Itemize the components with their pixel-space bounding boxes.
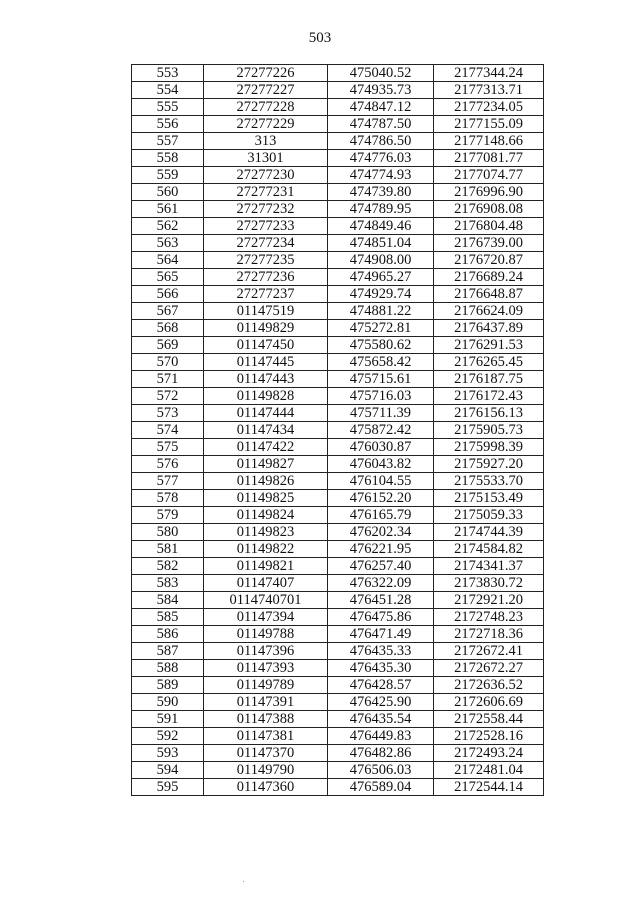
x-coordinate-cell: 476435.54 [328,711,434,728]
point-id-cell: 31301 [204,150,328,167]
point-number-cell: 575 [132,439,204,456]
x-coordinate-cell: 474935.73 [328,82,434,99]
point-id-cell: 01149789 [204,677,328,694]
point-id-cell: 01149829 [204,320,328,337]
x-coordinate-cell: 474776.03 [328,150,434,167]
point-number-cell: 565 [132,269,204,286]
point-number-cell: 563 [132,235,204,252]
table-row [132,592,544,609]
point-number-cell: 595 [132,779,204,796]
table-row [132,609,544,626]
x-coordinate-cell: 474849.46 [328,218,434,235]
x-coordinate-cell: 474786.50 [328,133,434,150]
x-coordinate-cell: 476451.28 [328,592,434,609]
point-id-cell: 01147370 [204,745,328,762]
table-row [132,82,544,99]
table-row [132,201,544,218]
point-id-cell: 01147444 [204,405,328,422]
table-row [132,150,544,167]
point-number-cell: 591 [132,711,204,728]
y-coordinate-cell: 2172606.69 [434,694,544,711]
table-row [132,337,544,354]
point-number-cell: 559 [132,167,204,184]
point-id-cell: 01149827 [204,456,328,473]
point-id-cell: 01147434 [204,422,328,439]
point-id-cell: 01149821 [204,558,328,575]
table-row [132,660,544,677]
x-coordinate-cell: 474908.00 [328,252,434,269]
point-number-cell: 561 [132,201,204,218]
point-number-cell: 588 [132,660,204,677]
y-coordinate-cell: 2177148.66 [434,133,544,150]
table-row [132,252,544,269]
x-coordinate-cell: 476043.82 [328,456,434,473]
y-coordinate-cell: 2172636.52 [434,677,544,694]
point-number-cell: 587 [132,643,204,660]
x-coordinate-cell: 474965.27 [328,269,434,286]
point-id-cell: 27277237 [204,286,328,303]
point-number-cell: 590 [132,694,204,711]
point-id-cell: 01147388 [204,711,328,728]
point-id-cell: 313 [204,133,328,150]
point-id-cell: 27277228 [204,99,328,116]
x-coordinate-cell: 476589.04 [328,779,434,796]
point-id-cell: 27277235 [204,252,328,269]
point-id-cell: 27277232 [204,201,328,218]
y-coordinate-cell: 2174744.39 [434,524,544,541]
y-coordinate-cell: 2177081.77 [434,150,544,167]
table-row [132,235,544,252]
y-coordinate-cell: 2176172.43 [434,388,544,405]
y-coordinate-cell: 2177155.09 [434,116,544,133]
y-coordinate-cell: 2176996.90 [434,184,544,201]
point-number-cell: 557 [132,133,204,150]
x-coordinate-cell: 476435.33 [328,643,434,660]
x-coordinate-cell: 474789.95 [328,201,434,218]
y-coordinate-cell: 2176648.87 [434,286,544,303]
y-coordinate-cell: 2176908.08 [434,201,544,218]
point-number-cell: 562 [132,218,204,235]
point-id-cell: 27277229 [204,116,328,133]
x-coordinate-cell: 476506.03 [328,762,434,779]
point-number-cell: 594 [132,762,204,779]
x-coordinate-cell: 475272.81 [328,320,434,337]
y-coordinate-cell: 2177313.71 [434,82,544,99]
table-row [132,473,544,490]
point-id-cell: 01149790 [204,762,328,779]
x-coordinate-cell: 474787.50 [328,116,434,133]
x-coordinate-cell: 475711.39 [328,405,434,422]
table-row [132,558,544,575]
table-row [132,456,544,473]
point-id-cell: 27277231 [204,184,328,201]
y-coordinate-cell: 2176265.45 [434,354,544,371]
point-id-cell: 01147445 [204,354,328,371]
y-coordinate-cell: 2172528.16 [434,728,544,745]
table-row [132,677,544,694]
point-number-cell: 556 [132,116,204,133]
table-row [132,99,544,116]
point-id-cell: 01147407 [204,575,328,592]
y-coordinate-cell: 2177074.77 [434,167,544,184]
x-coordinate-cell: 476202.34 [328,524,434,541]
x-coordinate-cell: 474929.74 [328,286,434,303]
point-number-cell: 574 [132,422,204,439]
point-number-cell: 558 [132,150,204,167]
table-row [132,422,544,439]
y-coordinate-cell: 2176437.89 [434,320,544,337]
point-number-cell: 582 [132,558,204,575]
point-id-cell: 27277233 [204,218,328,235]
point-number-cell: 589 [132,677,204,694]
y-coordinate-cell: 2172481.04 [434,762,544,779]
point-id-cell: 01147519 [204,303,328,320]
y-coordinate-cell: 2175533.70 [434,473,544,490]
x-coordinate-cell: 476428.57 [328,677,434,694]
coordinates-table [131,64,544,796]
point-number-cell: 593 [132,745,204,762]
point-id-cell: 01147394 [204,609,328,626]
table-row [132,643,544,660]
y-coordinate-cell: 2175905.73 [434,422,544,439]
point-number-cell: 570 [132,354,204,371]
table-row [132,116,544,133]
y-coordinate-cell: 2172748.23 [434,609,544,626]
x-coordinate-cell: 476221.95 [328,541,434,558]
y-coordinate-cell: 2176291.53 [434,337,544,354]
point-id-cell: 01149824 [204,507,328,524]
scan-speck [243,881,244,882]
point-id-cell: 01147381 [204,728,328,745]
point-id-cell: 01147422 [204,439,328,456]
y-coordinate-cell: 2176187.75 [434,371,544,388]
table-row [132,524,544,541]
table-row [132,507,544,524]
point-id-cell: 27277234 [204,235,328,252]
table-row [132,779,544,796]
point-id-cell: 01149825 [204,490,328,507]
table-row [132,762,544,779]
x-coordinate-cell: 476152.20 [328,490,434,507]
point-number-cell: 566 [132,286,204,303]
x-coordinate-cell: 475658.42 [328,354,434,371]
point-id-cell: 01147391 [204,694,328,711]
point-id-cell: 27277230 [204,167,328,184]
point-id-cell: 01147360 [204,779,328,796]
coordinates-table-body [132,65,544,796]
y-coordinate-cell: 2174584.82 [434,541,544,558]
point-id-cell: 01149822 [204,541,328,558]
point-id-cell: 0114740701 [204,592,328,609]
x-coordinate-cell: 475580.62 [328,337,434,354]
x-coordinate-cell: 476257.40 [328,558,434,575]
point-number-cell: 584 [132,592,204,609]
table-row [132,728,544,745]
y-coordinate-cell: 2176156.13 [434,405,544,422]
x-coordinate-cell: 474881.22 [328,303,434,320]
x-coordinate-cell: 476030.87 [328,439,434,456]
point-number-cell: 569 [132,337,204,354]
y-coordinate-cell: 2172921.20 [434,592,544,609]
table-row [132,388,544,405]
point-number-cell: 555 [132,99,204,116]
point-number-cell: 567 [132,303,204,320]
y-coordinate-cell: 2177344.24 [434,65,544,82]
table-row [132,354,544,371]
point-id-cell: 01147396 [204,643,328,660]
x-coordinate-cell: 475715.61 [328,371,434,388]
x-coordinate-cell: 475040.52 [328,65,434,82]
point-id-cell: 27277236 [204,269,328,286]
table-row [132,439,544,456]
point-number-cell: 564 [132,252,204,269]
x-coordinate-cell: 474774.93 [328,167,434,184]
y-coordinate-cell: 2177234.05 [434,99,544,116]
point-id-cell: 01147443 [204,371,328,388]
table-row [132,490,544,507]
x-coordinate-cell: 476482.86 [328,745,434,762]
table-row [132,133,544,150]
table-row [132,405,544,422]
point-number-cell: 581 [132,541,204,558]
y-coordinate-cell: 2172672.41 [434,643,544,660]
x-coordinate-cell: 476425.90 [328,694,434,711]
point-number-cell: 586 [132,626,204,643]
y-coordinate-cell: 2176739.00 [434,235,544,252]
x-coordinate-cell: 476435.30 [328,660,434,677]
table-row [132,184,544,201]
point-number-cell: 568 [132,320,204,337]
x-coordinate-cell: 476475.86 [328,609,434,626]
point-id-cell: 01149788 [204,626,328,643]
table-row [132,626,544,643]
point-number-cell: 572 [132,388,204,405]
x-coordinate-cell: 476471.49 [328,626,434,643]
point-id-cell: 01149826 [204,473,328,490]
point-number-cell: 580 [132,524,204,541]
table-row [132,541,544,558]
x-coordinate-cell: 476165.79 [328,507,434,524]
point-number-cell: 583 [132,575,204,592]
point-id-cell: 01147450 [204,337,328,354]
point-number-cell: 560 [132,184,204,201]
x-coordinate-cell: 474739.80 [328,184,434,201]
y-coordinate-cell: 2172558.44 [434,711,544,728]
point-id-cell: 01149823 [204,524,328,541]
y-coordinate-cell: 2172672.27 [434,660,544,677]
table-row [132,320,544,337]
table-row [132,694,544,711]
x-coordinate-cell: 476322.09 [328,575,434,592]
point-number-cell: 585 [132,609,204,626]
page-number: 503 [308,30,332,46]
point-number-cell: 573 [132,405,204,422]
point-number-cell: 577 [132,473,204,490]
point-number-cell: 553 [132,65,204,82]
y-coordinate-cell: 2173830.72 [434,575,544,592]
table-row [132,745,544,762]
table-row [132,269,544,286]
point-id-cell: 27277226 [204,65,328,82]
x-coordinate-cell: 475716.03 [328,388,434,405]
table-row [132,711,544,728]
point-number-cell: 576 [132,456,204,473]
x-coordinate-cell: 476104.55 [328,473,434,490]
y-coordinate-cell: 2172718.36 [434,626,544,643]
x-coordinate-cell: 474851.04 [328,235,434,252]
point-number-cell: 554 [132,82,204,99]
table-row [132,167,544,184]
y-coordinate-cell: 2172493.24 [434,745,544,762]
y-coordinate-cell: 2175927.20 [434,456,544,473]
point-id-cell: 01147393 [204,660,328,677]
y-coordinate-cell: 2175059.33 [434,507,544,524]
table-row [132,303,544,320]
point-number-cell: 592 [132,728,204,745]
table-row [132,65,544,82]
y-coordinate-cell: 2175153.49 [434,490,544,507]
x-coordinate-cell: 476449.83 [328,728,434,745]
point-id-cell: 01149828 [204,388,328,405]
table-row [132,218,544,235]
x-coordinate-cell: 475872.42 [328,422,434,439]
y-coordinate-cell: 2176689.24 [434,269,544,286]
point-id-cell: 27277227 [204,82,328,99]
y-coordinate-cell: 2175998.39 [434,439,544,456]
point-number-cell: 571 [132,371,204,388]
table-row [132,371,544,388]
table-row [132,575,544,592]
x-coordinate-cell: 474847.12 [328,99,434,116]
y-coordinate-cell: 2174341.37 [434,558,544,575]
y-coordinate-cell: 2176804.48 [434,218,544,235]
point-number-cell: 579 [132,507,204,524]
point-number-cell: 578 [132,490,204,507]
y-coordinate-cell: 2176720.87 [434,252,544,269]
table-row [132,286,544,303]
y-coordinate-cell: 2172544.14 [434,779,544,796]
y-coordinate-cell: 2176624.09 [434,303,544,320]
